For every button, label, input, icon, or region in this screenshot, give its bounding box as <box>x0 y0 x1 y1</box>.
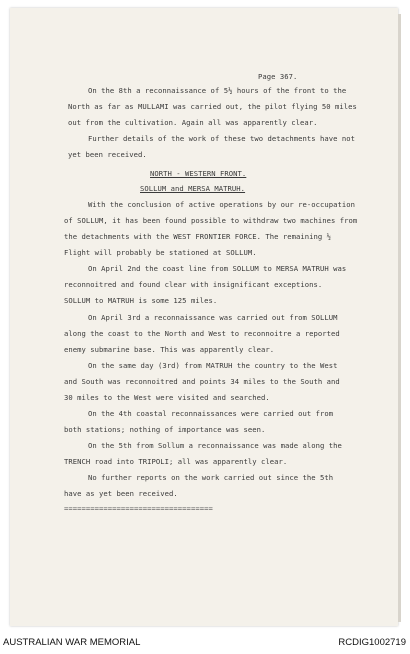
text-line: On the 8th a reconnaissance of 5½ hours of the front to the <box>88 86 347 95</box>
page-number: Page 367. <box>258 72 298 81</box>
text-line: out from the cultivation. Again all was apparently clear. <box>68 118 318 127</box>
text-line: On April 3rd a reconnaissance was carried out from SOLLUM <box>88 313 338 322</box>
text-line: North as far as MULLAMI was carried out, the pilot flying 50 miles <box>68 102 357 111</box>
text-line: reconnoitred and found clear with insignificant exceptions. <box>64 280 323 289</box>
page-edge-shadow <box>398 14 401 622</box>
archive-credit: AUSTRALIAN WAR MEMORIAL <box>3 637 141 648</box>
text-line: On the same day (3rd) from MATRUH the country to the West <box>88 361 338 370</box>
text-line: SOLLUM to MATRUH is some 125 miles. <box>64 296 218 305</box>
text-line: Further details of the work of these two detachments have not <box>88 134 356 143</box>
text-line: TRENCH road into TRIPOLI; all was apparently clear. <box>64 457 288 466</box>
text-line: the detachments with the WEST FRONTIER FORCE. The remaining ½ <box>64 232 332 241</box>
typed-divider: ================================== <box>64 504 213 513</box>
text-line: 30 miles to the West were visited and searched. <box>64 393 270 402</box>
section-subheading: SOLLUM and MERSA MATRUH. <box>140 184 246 193</box>
text-line: have as yet been received. <box>64 489 178 498</box>
text-line: On the 5th from Sollum a reconnaissance was made along the <box>88 441 342 450</box>
text-line: With the conclusion of active operations by our re-occupation <box>88 200 356 209</box>
text-line: and South was reconnoitred and points 34 miles to the South and <box>64 377 340 386</box>
text-line: yet been received. <box>68 150 147 159</box>
archive-id: RCDIG1002719 <box>338 637 406 648</box>
text-line: On the 4th coastal reconnaissances were carried out from <box>88 409 334 418</box>
text-line: of SOLLUM, it has been found possible to withdraw two machines from <box>64 216 358 225</box>
text-line: No further reports on the work carried out since the 5th <box>88 473 334 482</box>
text-line: Flight will probably be stationed at SOLLUM. <box>64 248 257 257</box>
text-line: On April 2nd the coast line from SOLLUM to MERSA MATRUH was <box>88 264 347 273</box>
text-line: along the coast to the North and West to reconnoitre a reported <box>64 329 340 338</box>
text-line: enemy submarine base. This was apparently clear. <box>64 345 275 354</box>
section-heading: NORTH - WESTERN FRONT. <box>150 169 247 178</box>
text-line: both stations; nothing of importance was seen. <box>64 425 266 434</box>
